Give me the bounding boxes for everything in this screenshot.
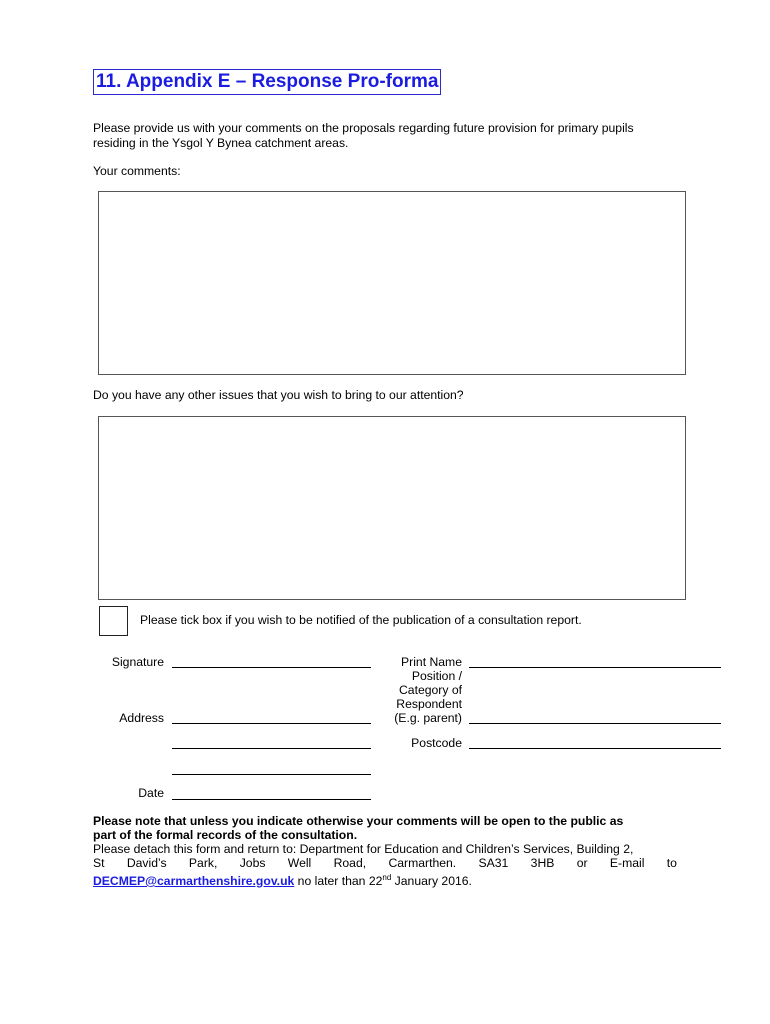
other-issues-textarea[interactable]: [98, 416, 686, 600]
detach-word: Jobs: [239, 856, 266, 870]
address-field-2[interactable]: [172, 748, 371, 749]
date-label: Date: [138, 786, 164, 800]
detach-word: Park,: [188, 856, 218, 870]
postcode-field[interactable]: [469, 748, 721, 749]
comments-textarea[interactable]: [98, 191, 686, 375]
position-label-3: Respondent: [396, 697, 462, 711]
notice-line-1: Please note that unless you indicate otherwise your comments will be open to the public as: [93, 814, 624, 828]
comments-label: Your comments:: [93, 164, 181, 178]
print-name-field[interactable]: [469, 667, 721, 668]
notify-checkbox[interactable]: [99, 606, 128, 636]
notice-line-2: part of the formal records of the consultation.: [93, 828, 358, 842]
deadline-month: January 2016.: [391, 874, 472, 889]
address-label: Address: [119, 711, 164, 725]
signature-label: Signature: [111, 655, 164, 669]
deadline-suffix: nd: [382, 873, 392, 882]
address-field-1[interactable]: [172, 723, 371, 724]
intro-line-2: residing in the Ysgol Y Bynea catchment areas.: [93, 136, 349, 150]
detach-word: or: [576, 856, 588, 870]
detach-line-2: [93, 856, 677, 871]
address-field-3[interactable]: [172, 774, 371, 775]
deadline-text: no later than 22: [294, 874, 383, 889]
position-field[interactable]: [469, 723, 721, 724]
detach-line-1: Please detach this form and return to: Department for Education and Children’s Services, Building 2,: [93, 842, 634, 856]
detach-word: David’s: [126, 856, 167, 870]
detach-word: E-mail: [609, 856, 645, 870]
print-name-label: Print Name: [401, 655, 462, 669]
other-issues-label: Do you have any other issues that you wish to bring to our attention?: [93, 388, 464, 402]
position-label-4: (E.g. parent): [394, 711, 462, 725]
page-title: 11. Appendix E – Response Pro-forma: [93, 69, 441, 95]
notify-checkbox-label: Please tick box if you wish to be notified of the publication of a consultation report.: [140, 613, 582, 627]
deadline-line: [93, 870, 472, 889]
postcode-label: Postcode: [411, 736, 462, 750]
detach-word: Well: [287, 856, 312, 870]
detach-word: 3HB: [530, 856, 555, 870]
detach-word: Road,: [333, 856, 367, 870]
position-label-2: Category of: [398, 683, 462, 697]
detach-word: to: [666, 856, 677, 870]
detach-word: Carmarthen.: [388, 856, 457, 870]
intro-line-1: Please provide us with your comments on the proposals regarding future provision for primary pupils: [93, 121, 634, 135]
detach-word: SA31: [478, 856, 509, 870]
email-link[interactable]: DECMEP@carmarthenshire.gov.uk: [93, 874, 295, 889]
signature-field[interactable]: [172, 667, 371, 668]
date-field[interactable]: [172, 799, 371, 800]
position-label-1: Position /: [411, 669, 462, 683]
detach-word: St: [93, 856, 105, 870]
